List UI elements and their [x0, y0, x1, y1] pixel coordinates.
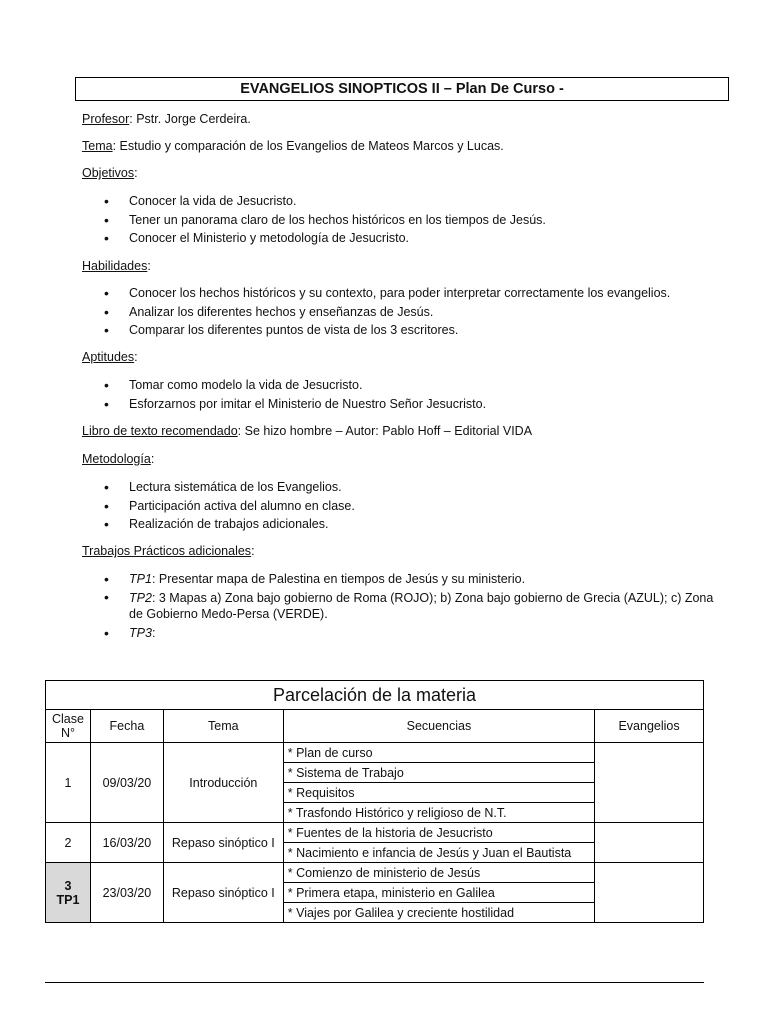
clase-tp: TP1: [56, 892, 80, 907]
header-clase: [46, 710, 91, 743]
libro-line: [82, 424, 532, 438]
secuencia-cell: * Fuentes de la historia de Jesucristo: [283, 823, 594, 843]
aptitudes-label: Aptitudes: [82, 350, 135, 364]
list-item: • Comparar los diferentes puntos de vista de los 3 escritores.: [104, 321, 670, 340]
tp-tag: TP2: [129, 590, 152, 605]
profesor-label: Profesor: [82, 112, 130, 126]
tp-text: : Presentar mapa de Palestina en tiempos de Jesús y su ministerio.: [151, 572, 526, 586]
list-item: • Esforzarnos por imitar el Ministerio de Nuestro Señor Jesucristo.: [104, 395, 486, 414]
list-item: • Conocer los hechos históricos y su contexto, para poder interpretar correctamente los evangelios.: [104, 284, 670, 303]
clase-number: 3: [64, 878, 72, 893]
list-item: • Conocer el Ministerio y metodología de Jesucristo.: [104, 229, 546, 248]
tema-label: Tema: [82, 139, 113, 153]
table-header-row: [46, 710, 704, 743]
header-clase-line2: N°: [60, 726, 75, 740]
trabajos-list: [104, 570, 719, 642]
metodologia-label: Metodología: [82, 452, 151, 466]
fecha-cell: 09/03/20: [90, 743, 163, 823]
list-item: • Conocer la vida de Jesucristo.: [104, 192, 546, 211]
parcelacion-table: [45, 680, 704, 923]
header-tema: Tema: [163, 710, 283, 743]
list-item: • Tener un panorama claro de los hechos históricos en los tiempos de Jesús.: [104, 211, 546, 230]
list-item: [104, 570, 719, 589]
objetivos-list: [104, 192, 546, 248]
secuencia-cell: * Plan de curso: [283, 743, 594, 763]
table-row: [46, 863, 704, 883]
libro-value: : Se hizo hombre – Autor: Pablo Hoff – Editorial VIDA: [237, 424, 533, 438]
clase-cell: 2: [46, 823, 91, 863]
secuencia-cell: * Trasfondo Histórico y religioso de N.T.: [283, 803, 594, 823]
list-item: [104, 624, 719, 643]
aptitudes-heading: Aptitudes:: [82, 350, 138, 364]
trabajos-label: Trabajos Prácticos adicionales: [82, 544, 252, 558]
tp-tag: TP1: [129, 572, 152, 586]
metodologia-heading: Metodología:: [82, 452, 155, 466]
secuencia-cell: * Viajes por Galilea y creciente hostilidad: [283, 903, 594, 923]
secuencia-cell: * Comienzo de ministerio de Jesús: [283, 863, 594, 883]
evangelios-cell: [595, 863, 704, 923]
tema-cell: Introducción: [163, 743, 283, 823]
metodologia-list: [104, 478, 355, 534]
tp-text: :: [151, 625, 156, 640]
secuencia-cell: * Nacimiento e infancia de Jesús y Juan el Bautista: [283, 843, 594, 863]
list-item: • Realización de trabajos adicionales.: [104, 515, 355, 534]
list-item: • Lectura sistemática de los Evangelios.: [104, 478, 355, 497]
table-row: [46, 743, 704, 763]
evangelios-cell: [595, 743, 704, 823]
list-item: [104, 589, 719, 624]
habilidades-label: Habilidades: [82, 259, 148, 273]
aptitudes-list: [104, 376, 486, 413]
clase-cell: 1: [46, 743, 91, 823]
evangelios-cell: [595, 823, 704, 863]
habilidades-list: [104, 284, 670, 340]
tema-line: [82, 139, 504, 153]
secuencia-cell: * Sistema de Trabajo: [283, 763, 594, 783]
fecha-cell: 16/03/20: [90, 823, 163, 863]
tema-value: : Estudio y comparación de los Evangelios de Mateos Marcos y Lucas.: [112, 139, 504, 153]
secuencia-cell: * Requisitos: [283, 783, 594, 803]
clase-cell: [46, 863, 91, 923]
header-fecha: Fecha: [90, 710, 163, 743]
tp-text: : 3 Mapas a) Zona bajo gobierno de Roma (ROJO); b) Zona bajo gobierno de Grecia (AZUL); c) Zona de Gobierno Medo-Persa (VERDE).: [129, 590, 714, 621]
document-title: EVANGELIOS SINOPTICOS II – Plan De Curso -: [75, 77, 729, 101]
tp-tag: TP3: [129, 625, 152, 640]
secuencia-cell: * Primera etapa, ministerio en Galilea: [283, 883, 594, 903]
objetivos-heading: Objetivos:: [82, 166, 138, 180]
tema-cell: Repaso sinóptico I: [163, 863, 283, 923]
profesor-line: [82, 112, 251, 126]
list-item: • Participación activa del alumno en clase.: [104, 497, 355, 516]
list-item: • Analizar los diferentes hechos y enseñanzas de Jesús.: [104, 303, 670, 322]
trabajos-heading: Trabajos Prácticos adicionales:: [82, 544, 255, 558]
fecha-cell: 23/03/20: [90, 863, 163, 923]
profesor-value: : Pstr. Jorge Cerdeira.: [129, 112, 251, 126]
header-secuencias: Secuencias: [283, 710, 594, 743]
bottom-divider: [45, 982, 704, 983]
objetivos-label: Objetivos: [82, 166, 135, 180]
header-clase-line1: Clase: [51, 712, 84, 726]
list-item: • Tomar como modelo la vida de Jesucristo.: [104, 376, 486, 395]
habilidades-heading: Habilidades:: [82, 259, 151, 273]
tema-cell: Repaso sinóptico I: [163, 823, 283, 863]
libro-label: Libro de texto recomendado: [82, 424, 238, 438]
table-title: Parcelación de la materia: [46, 681, 704, 710]
header-evangelios: Evangelios: [595, 710, 704, 743]
table-row: [46, 823, 704, 843]
